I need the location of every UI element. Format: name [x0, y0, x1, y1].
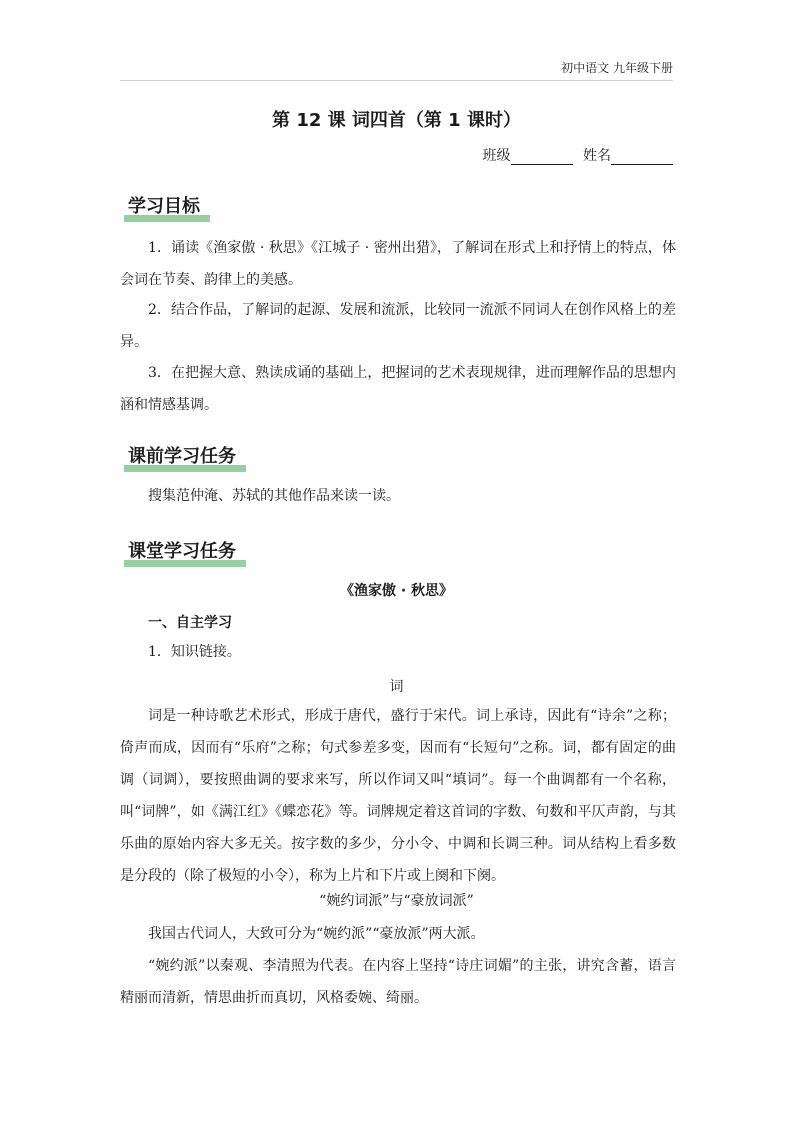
- objective-3: 3．在把握大意、熟读成诵的基础上，把握词的艺术表现规律，进而理解作品的思想内涵和情感基调。: [120, 365, 676, 413]
- objective-1: 1．诵读《渔家傲 · 秋思》《江城子 · 密州出猎》，了解词在形式上和抒情上的特点，体会词在节奏、韵律上的美感。: [120, 240, 676, 288]
- ci-title: 词: [389, 679, 404, 695]
- inclass-heading-text: 课堂学习任务: [128, 541, 236, 562]
- item-knowledge-link: 1．知识链接。: [148, 644, 241, 660]
- inclass-heading: [124, 537, 240, 563]
- header-divider: [120, 80, 673, 81]
- preclass-task: 搜集范仲淹、苏轼的其他作品来读一读。: [148, 488, 400, 504]
- subject-tag: 初中语文 九年级下册: [561, 61, 673, 75]
- schools-paragraph-2: “婉约派”以秦观、李清照为代表。在内容上坚持“诗庄词媚”的主张，讲究含蓄，语言精丽而清新，情思曲折而真切，风格委婉、绮丽。: [120, 958, 676, 1006]
- name-blank[interactable]: [611, 150, 673, 165]
- class-blank[interactable]: [511, 150, 573, 165]
- objective-2: 2．结合作品，了解词的起源、发展和流派，比较同一流派不同词人在创作风格上的差异。: [120, 302, 676, 350]
- preclass-heading-text: 课前学习任务: [128, 446, 236, 467]
- objectives-heading: [124, 192, 204, 218]
- preclass-heading: [124, 442, 240, 468]
- class-label: 班级: [482, 148, 511, 164]
- schools-title: “婉约词派”与“豪放词派”: [319, 893, 474, 909]
- poem-title: 《渔家傲 · 秋思》: [339, 583, 454, 599]
- objectives-heading-text: 学习目标: [128, 196, 200, 217]
- ci-paragraph: 词是一种诗歌艺术形式，形成于唐代，盛行于宋代。词上承诗，因此有“诗余”之称；倚声而成，因而有“乐府”之称；句式参差多变，因而有“长短句”之称。词，都有固定的曲调（词调），要按照曲调的要求来写，所以作词又叫“填词”。每一个曲调都有一个名称，叫“词牌”，如《满江红》《蝶恋花》等。词牌规定着这首词的字数、句数和平仄声韵，与其乐曲的原始内容大多无关。按字数的多少，分小令、中调和长调三种。词从结构上看多数是分段的（除了极短的小令），称为上片和下片或上阕和下阕。: [120, 708, 676, 884]
- name-label: 姓名: [583, 148, 611, 164]
- page-title: 第 12 课 词四首（第 1 课时）: [272, 110, 521, 131]
- schools-paragraph-1: 我国古代词人，大致可分为“婉约派”“豪放派”两大派。: [148, 926, 485, 942]
- self-study-heading: 一、自主学习: [148, 615, 232, 631]
- class-name-fields: [483, 145, 673, 165]
